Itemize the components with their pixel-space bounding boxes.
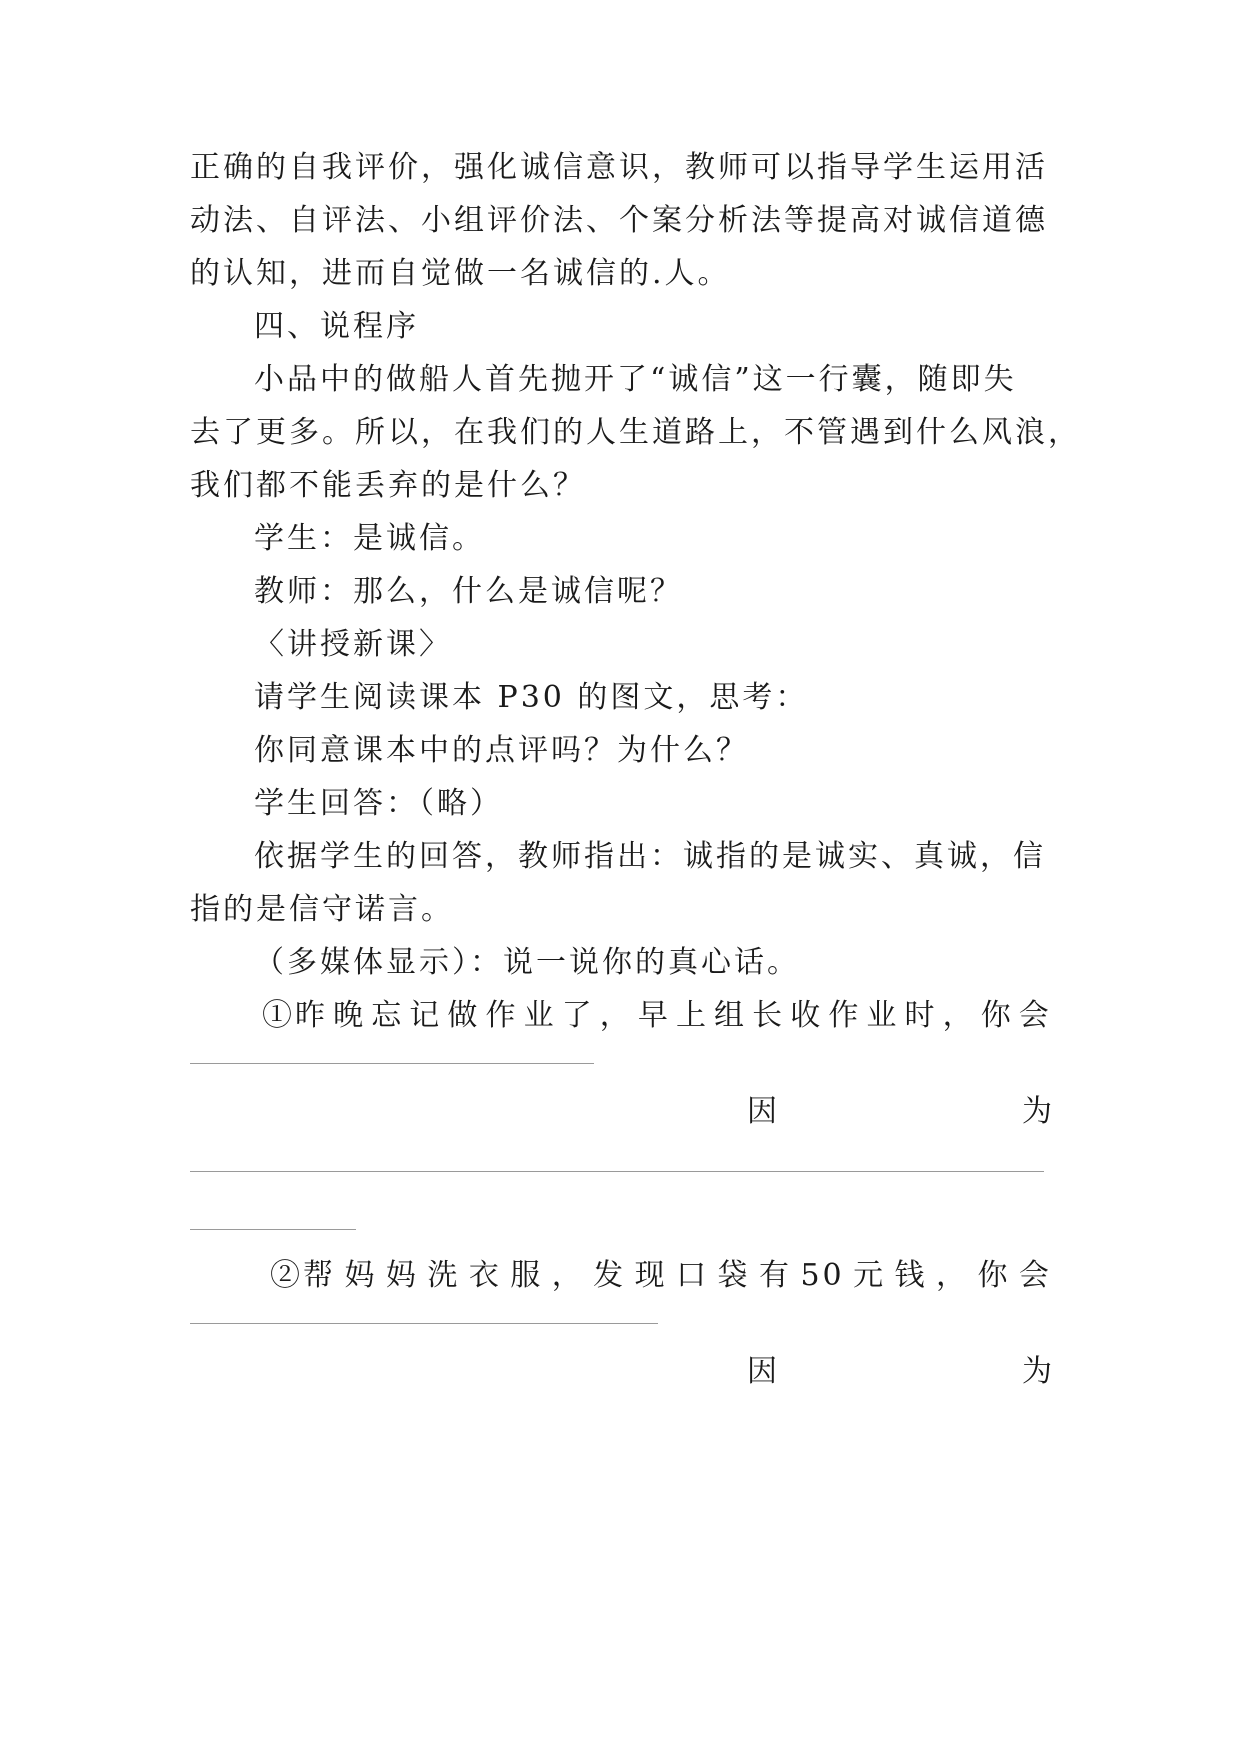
question-1 [262,996,1052,1036]
question-char: 你 [980,998,1014,1033]
paragraph-line: 去了更多。所以，在我们的人生道路上，不管遇到什么风浪， [190,415,1081,450]
question-char: 忘 [371,998,405,1033]
question-char: 作 [485,998,519,1033]
question-char: 妈 [344,1258,378,1293]
question-char: 衣 [468,1258,502,1293]
question-char: 了 [561,998,595,1033]
question-char: 时 [904,998,938,1033]
question-char: 收 [790,998,824,1033]
paragraph-line: 的认知，进而自觉做一名诚信的.人。 [190,256,731,291]
because-char: 因 [747,1094,777,1129]
paragraph-line: 小品中的做船人首先抛开了“诚信”这一行囊，随即失 [254,362,1017,397]
question-char: 会 [1018,1258,1052,1293]
question-char: 袋 [717,1258,751,1293]
question-char: 发 [593,1258,627,1293]
student-answer: 学生回答：（略） [254,786,503,821]
question-char: 上 [675,998,709,1033]
paragraph-line: 正确的自我评价，强化诚信意识，教师可以指导学生运用活 [190,150,1048,185]
lesson-marker: 〈讲授新课〉 [254,627,452,662]
teacher-question: 教师：那么，什么是诚信呢？ [254,574,683,609]
discussion-question: 你同意课本中的点评吗？为什么？ [254,733,749,768]
paragraph-line: 依据学生的回答，教师指出：诚指的是诚实、真诚，信 [254,839,1046,874]
question-char: 现 [634,1258,668,1293]
because-char: 为 [1022,1354,1052,1389]
paragraph-line: 动法、自评法、小组评价法、个案分析法等提高对诚信道德 [190,203,1048,238]
question-char: 元 [853,1258,887,1293]
question-char: 作 [828,998,862,1033]
question-char: 早 [637,998,671,1033]
question-2 [270,1256,1052,1296]
multimedia-prompt: （多媒体显示）：说一说你的真心话。 [254,945,800,980]
question-char: 长 [752,998,786,1033]
question-char: 有 [758,1258,792,1293]
question-char: 服 [510,1258,544,1293]
question-char: ， [599,998,633,1033]
paragraph-line: 我们都不能丢弃的是什么？ [190,468,586,503]
question-char: 做 [447,998,481,1033]
student-reply: 学生：是诚信。 [254,521,485,556]
question-char: 会 [1018,998,1052,1033]
answer-blank [190,1063,594,1064]
reason-blank [190,1171,1044,1172]
question-char: ， [551,1258,585,1293]
question-char: 晚 [333,998,367,1033]
question-char: 业 [866,998,900,1033]
question-char: ， [942,998,976,1033]
because-char: 为 [1022,1094,1052,1129]
reading-task: 请学生阅读课本 P30 的图文，思考： [254,680,809,715]
reason-blank [190,1229,356,1230]
question-char: ②帮 [270,1258,336,1293]
question-char: 记 [409,998,443,1033]
question-char: 洗 [427,1258,461,1293]
question-char: ①昨 [262,998,328,1033]
question-char: 口 [676,1258,710,1293]
question-char: 你 [977,1258,1011,1293]
answer-blank [190,1323,658,1324]
paragraph-line: 指的是信守诺言。 [190,892,454,927]
question-char: 妈 [385,1258,419,1293]
section-heading: 四、说程序 [254,309,419,344]
question-char: 业 [523,998,557,1033]
question-char: 50 [800,1258,845,1293]
question-char: 组 [714,998,748,1033]
question-char: ， [935,1258,969,1293]
question-char: 钱 [894,1258,928,1293]
because-char: 因 [747,1354,777,1389]
